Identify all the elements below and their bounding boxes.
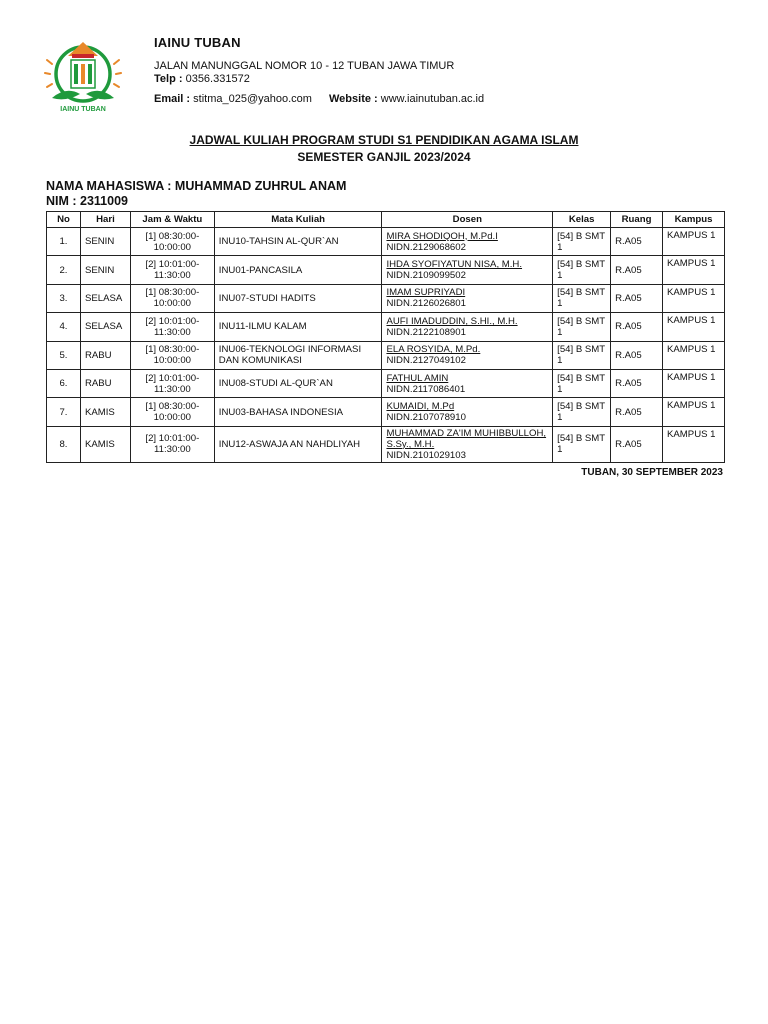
cell-ruang: R.A05	[611, 313, 663, 341]
cell-ruang: R.A05	[611, 398, 663, 426]
dosen-nidn: NIDN.2127049102	[386, 355, 466, 367]
cell-mata-kuliah: INU01-PANCASILA	[214, 256, 382, 284]
cell-dosen	[382, 256, 553, 284]
cell-kampus: KAMPUS 1	[663, 284, 725, 312]
cell-ruang: R.A05	[611, 284, 663, 312]
cell-kelas: [54] B SMT 1	[553, 398, 611, 426]
cell-kelas: [54] B SMT 1	[553, 313, 611, 341]
cell-kelas: [54] B SMT 1	[553, 256, 611, 284]
cell-kampus: KAMPUS 1	[663, 398, 725, 426]
dosen-name: IHDA SYOFIYATUN NISA, M.H.	[386, 259, 523, 271]
cell-mata-kuliah: INU06-TEKNOLOGI INFORMASI DAN KOMUNIKASI	[214, 341, 382, 369]
dosen-name: AUFI IMADUDDIN, S.HI., M.H.	[386, 315, 518, 327]
cell-hari: KAMIS	[80, 398, 130, 426]
place-date: TUBAN, 30 SEPTEMBER 2023	[581, 467, 723, 478]
header-hari: Hari	[80, 212, 130, 228]
header-kelas: Kelas	[553, 212, 611, 228]
cell-hari: SELASA	[80, 284, 130, 312]
cell-ruang: R.A05	[611, 228, 663, 256]
cell-jam: [1] 08:30:00-10:00:00	[130, 398, 214, 426]
header-mata-kuliah: Mata Kuliah	[214, 212, 382, 228]
cell-dosen	[382, 341, 553, 369]
website-value: www.iainutuban.ac.id	[380, 93, 485, 105]
dosen-nidn: NIDN.2109099502	[386, 270, 466, 282]
dosen-nidn: NIDN.2122108901	[386, 326, 466, 338]
table-row	[47, 228, 725, 256]
cell-kelas: [54] B SMT 1	[553, 369, 611, 397]
contact-line	[154, 93, 484, 105]
dosen-nidn: NIDN.2129068602	[386, 241, 466, 253]
cell-hari: RABU	[80, 341, 130, 369]
table-header-row	[47, 212, 725, 228]
cell-no: 8.	[47, 426, 81, 462]
dosen-name: ELA ROSYIDA, M.Pd.	[386, 344, 481, 356]
cell-no: 4.	[47, 313, 81, 341]
cell-ruang: R.A05	[611, 256, 663, 284]
email-value: stitma_025@yahoo.com	[193, 93, 312, 105]
institution-title: IAINU TUBAN	[154, 35, 241, 50]
phone-line	[154, 73, 454, 86]
cell-kampus: KAMPUS 1	[663, 369, 725, 397]
dosen-nidn: NIDN.2126026801	[386, 298, 466, 310]
cell-hari: SENIN	[80, 256, 130, 284]
cell-hari: SELASA	[80, 313, 130, 341]
cell-jam: [2] 10:01:00-11:30:00	[130, 313, 214, 341]
table-row	[47, 256, 725, 284]
phone-value: 0356.331572	[185, 73, 250, 85]
student-name: NAMA MAHASISWA : MUHAMMAD ZUHRUL ANAM	[46, 179, 347, 193]
cell-no: 1.	[47, 228, 81, 256]
student-nim: NIM : 2311009	[46, 194, 128, 208]
cell-ruang: R.A05	[611, 341, 663, 369]
cell-no: 6.	[47, 369, 81, 397]
cell-jam: [1] 08:30:00-10:00:00	[130, 284, 214, 312]
address-line: JALAN MANUNGGAL NOMOR 10 - 12 TUBAN JAWA TIMUR	[154, 60, 455, 72]
cell-dosen	[382, 228, 553, 256]
cell-mata-kuliah: INU11-ILMU KALAM	[214, 313, 382, 341]
cell-mata-kuliah: INU12-ASWAJA AN NAHDLIYAH	[214, 426, 382, 462]
cell-kelas: [54] B SMT 1	[553, 284, 611, 312]
cell-hari: SENIN	[80, 228, 130, 256]
cell-ruang: R.A05	[611, 369, 663, 397]
cell-no: 5.	[47, 341, 81, 369]
header-no: No	[47, 212, 81, 228]
cell-hari: KAMIS	[80, 426, 130, 462]
cell-jam: [2] 10:01:00-11:30:00	[130, 426, 214, 462]
dosen-nidn: NIDN.2117086401	[386, 383, 466, 395]
cell-kelas: [54] B SMT 1	[553, 341, 611, 369]
table-row	[47, 313, 725, 341]
dosen-name: IMAM SUPRIYADI	[386, 287, 466, 299]
dosen-name: MIRA SHODIQOH, M.Pd.I	[386, 230, 498, 242]
semester-title: SEMESTER GANJIL 2023/2024	[297, 150, 471, 164]
table-row	[47, 341, 725, 369]
cell-kelas: [54] B SMT 1	[553, 426, 611, 462]
dosen-name: MUHAMMAD ZA'IM MUHIBBULLOH, S.Sy., M.H.	[386, 427, 547, 450]
cell-kampus: KAMPUS 1	[663, 256, 725, 284]
institution-address-block	[154, 60, 454, 86]
table-row	[47, 284, 725, 312]
table-row	[47, 398, 725, 426]
dosen-nidn: NIDN.2101029103	[386, 449, 466, 461]
cell-kampus: KAMPUS 1	[663, 313, 725, 341]
schedule-title: JADWAL KULIAH PROGRAM STUDI S1 PENDIDIKAN AGAMA ISLAM	[189, 133, 579, 147]
dosen-name: FATHUL AMIN	[386, 372, 449, 384]
cell-ruang: R.A05	[611, 426, 663, 462]
cell-no: 3.	[47, 284, 81, 312]
cell-kampus: KAMPUS 1	[663, 341, 725, 369]
header-jam: Jam & Waktu	[130, 212, 214, 228]
dosen-name: KUMAIDI, M.Pd	[386, 401, 455, 413]
cell-mata-kuliah: INU08-STUDI AL-QUR`AN	[214, 369, 382, 397]
cell-jam: [2] 10:01:00-11:30:00	[130, 369, 214, 397]
cell-mata-kuliah: INU03-BAHASA INDONESIA	[214, 398, 382, 426]
schedule-body	[47, 228, 725, 463]
cell-kampus: KAMPUS 1	[663, 426, 725, 462]
schedule-table	[46, 211, 725, 463]
cell-hari: RABU	[80, 369, 130, 397]
cell-dosen	[382, 369, 553, 397]
cell-no: 2.	[47, 256, 81, 284]
header-ruang: Ruang	[611, 212, 663, 228]
cell-jam: [2] 10:01:00-11:30:00	[130, 256, 214, 284]
cell-jam: [1] 08:30:00-10:00:00	[130, 341, 214, 369]
iainu-logo	[44, 34, 122, 114]
table-row	[47, 369, 725, 397]
email-label: Email :	[154, 93, 191, 105]
cell-jam: [1] 08:30:00-10:00:00	[130, 228, 214, 256]
institution-name	[154, 34, 241, 52]
phone-label: Telp :	[154, 73, 183, 85]
cell-kelas: [54] B SMT 1	[553, 228, 611, 256]
header-dosen: Dosen	[382, 212, 553, 228]
student-info	[46, 179, 346, 209]
dosen-nidn: NIDN.2107078910	[386, 412, 466, 424]
header-kampus: Kampus	[663, 212, 725, 228]
cell-mata-kuliah: INU07-STUDI HADITS	[214, 284, 382, 312]
cell-dosen	[382, 284, 553, 312]
table-row	[47, 426, 725, 462]
cell-no: 7.	[47, 398, 81, 426]
website-label: Website :	[329, 93, 378, 105]
logo-text: IAINU TUBAN	[60, 106, 106, 113]
cell-dosen	[382, 398, 553, 426]
cell-kampus: KAMPUS 1	[663, 228, 725, 256]
website-group	[329, 93, 484, 105]
cell-dosen	[382, 313, 553, 341]
cell-dosen	[382, 426, 553, 462]
cell-mata-kuliah: INU10-TAHSIN AL-QUR`AN	[214, 228, 382, 256]
